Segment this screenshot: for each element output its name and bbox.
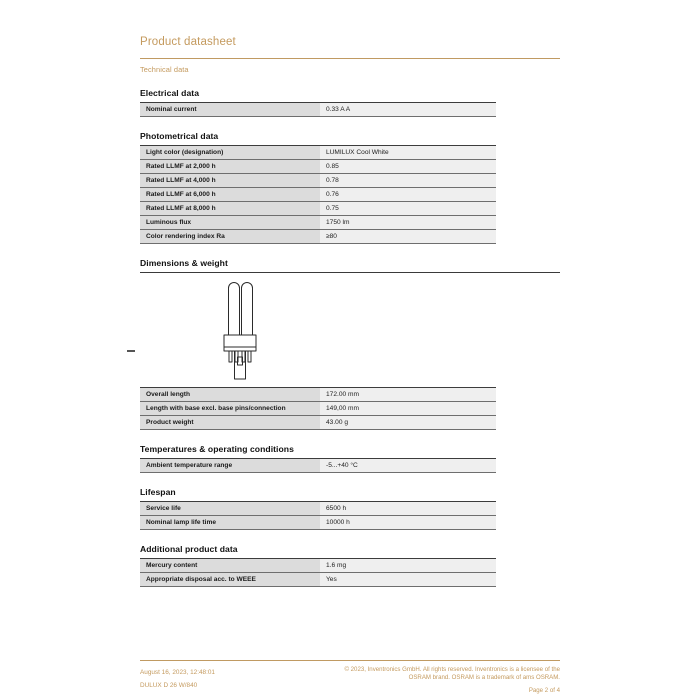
row-key: Rated LLMF at 6,000 h bbox=[140, 188, 320, 202]
row-value: LUMILUX Cool White bbox=[320, 146, 496, 160]
table-row bbox=[140, 388, 496, 402]
table-row bbox=[140, 230, 496, 244]
table-row bbox=[140, 103, 496, 117]
footer-copyright: © 2023, Inventronics GmbH. All rights reserved. Inventronics is a licensee of the OSRAM brand. OSRAM is a trademark of ams OSRAM. bbox=[344, 666, 560, 682]
table-row bbox=[140, 459, 496, 473]
row-value: 0.76 bbox=[320, 188, 496, 202]
row-key: Appropriate disposal acc. to WEEE bbox=[140, 573, 320, 587]
page-footer bbox=[140, 660, 560, 695]
section-title-lifespan: Lifespan bbox=[140, 487, 176, 497]
technical-data-label: Technical data bbox=[140, 65, 189, 74]
datasheet-content bbox=[140, 36, 560, 587]
footer-right-block bbox=[328, 666, 560, 695]
row-key: Ambient temperature range bbox=[140, 459, 320, 473]
row-value: 1750 lm bbox=[320, 216, 496, 230]
row-key: Rated LLMF at 4,000 h bbox=[140, 174, 320, 188]
row-value: 149,00 mm bbox=[320, 402, 496, 416]
header-divider bbox=[140, 58, 560, 59]
table-row bbox=[140, 216, 496, 230]
page-crop-mark bbox=[127, 350, 135, 352]
table-electrical-data bbox=[140, 102, 496, 117]
section-electrical-data bbox=[140, 88, 560, 117]
table-row bbox=[140, 402, 496, 416]
row-key: Rated LLMF at 2,000 h bbox=[140, 160, 320, 174]
table-row bbox=[140, 516, 496, 530]
row-key: Rated LLMF at 8,000 h bbox=[140, 202, 320, 216]
section-title-dimensions-weight: Dimensions & weight bbox=[140, 258, 560, 273]
row-value: 6500 h bbox=[320, 502, 496, 516]
row-value: 43.00 g bbox=[320, 416, 496, 430]
row-key: Light color (designation) bbox=[140, 146, 320, 160]
section-title-temperatures-operating-conditions: Temperatures & operating conditions bbox=[140, 444, 294, 454]
row-key: Color rendering index Ra bbox=[140, 230, 320, 244]
table-row bbox=[140, 416, 496, 430]
row-key: Overall length bbox=[140, 388, 320, 402]
row-value: 10000 h bbox=[320, 516, 496, 530]
row-value: Yes bbox=[320, 573, 496, 587]
table-row bbox=[140, 202, 496, 216]
footer-product-name: DULUX D 26 W/840 bbox=[140, 682, 198, 690]
footer-timestamp: August 16, 2023, 12:48:01 bbox=[140, 669, 215, 676]
row-key: Luminous flux bbox=[140, 216, 320, 230]
section-title-photometrical-data: Photometrical data bbox=[140, 131, 219, 141]
footer-page-number: Page 2 of 4 bbox=[528, 687, 560, 695]
compact-fluorescent-lamp-icon bbox=[210, 277, 270, 381]
table-lifespan bbox=[140, 501, 496, 530]
row-key: Service life bbox=[140, 502, 320, 516]
table-row bbox=[140, 160, 496, 174]
row-key: Nominal lamp life time bbox=[140, 516, 320, 530]
section-title-electrical-data: Electrical data bbox=[140, 88, 200, 98]
section-photometrical-data bbox=[140, 131, 560, 244]
row-key: Mercury content bbox=[140, 559, 320, 573]
product-drawing-area bbox=[140, 273, 560, 385]
table-photometrical-data bbox=[140, 145, 496, 244]
row-value: 0.78 bbox=[320, 174, 496, 188]
row-value: 0.85 bbox=[320, 160, 496, 174]
table-row bbox=[140, 174, 496, 188]
row-key: Length with base excl. base pins/connection bbox=[140, 402, 320, 416]
page-title: Product datasheet bbox=[140, 36, 236, 48]
row-value: ≥80 bbox=[320, 230, 496, 244]
section-lifespan bbox=[140, 487, 560, 530]
row-value: 0.75 bbox=[320, 202, 496, 216]
table-dimensions-weight bbox=[140, 387, 496, 430]
footer-columns bbox=[140, 661, 560, 695]
table-row bbox=[140, 188, 496, 202]
table-row bbox=[140, 146, 496, 160]
table-row bbox=[140, 502, 496, 516]
section-additional-product-data bbox=[140, 544, 560, 587]
row-value: 1.6 mg bbox=[320, 559, 496, 573]
section-temperatures-operating-conditions bbox=[140, 444, 560, 473]
table-row bbox=[140, 573, 496, 587]
row-value: -5...+40 °C bbox=[320, 459, 496, 473]
table-temperatures-operating-conditions bbox=[140, 458, 496, 473]
table-row bbox=[140, 559, 496, 573]
footer-left-block bbox=[140, 666, 215, 695]
section-dimensions-weight bbox=[140, 258, 560, 430]
row-value: 0.33 A A bbox=[320, 103, 496, 117]
row-key: Nominal current bbox=[140, 103, 320, 117]
row-key: Product weight bbox=[140, 416, 320, 430]
table-additional-product-data bbox=[140, 558, 496, 587]
row-value: 172.00 mm bbox=[320, 388, 496, 402]
section-title-additional-product-data: Additional product data bbox=[140, 544, 238, 554]
